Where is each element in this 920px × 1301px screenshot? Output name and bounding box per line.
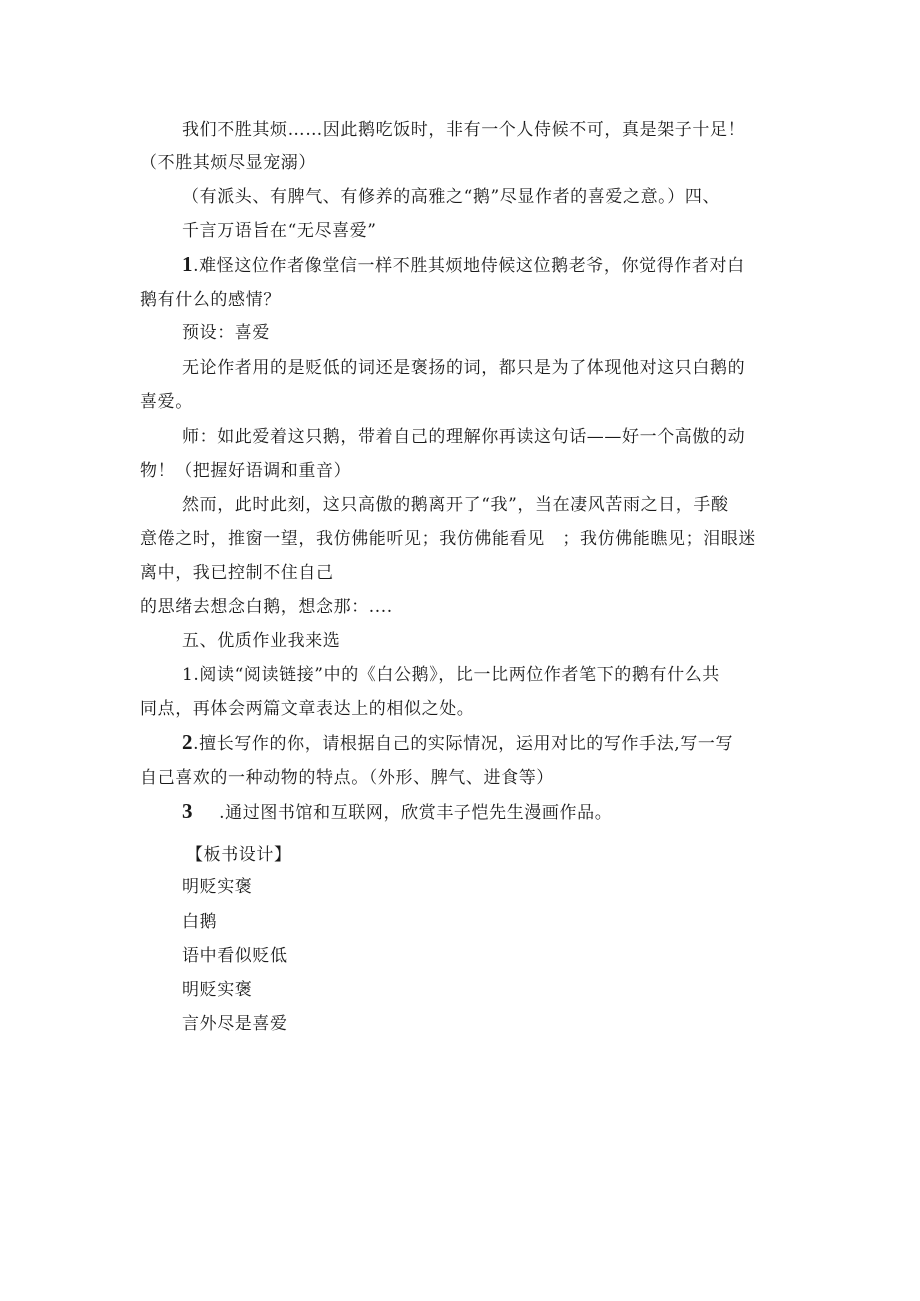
paragraph-line: （有派头、有脾气、有修养的高雅之“鹅”尽显作者的喜爱之意。）四、 [182, 187, 721, 207]
board-item: 语中看似贬低 [182, 946, 288, 966]
paragraph-line: 师：如此爱着这只鹅，带着自己的理解你再读这句话——好一个高傲的动 [182, 427, 746, 447]
paragraph-line: 物！（把握好语调和重音） [140, 461, 352, 481]
board-item: 明贬实褒 [182, 980, 253, 1000]
paragraph-line: 的思绪去想念白鹅，想念那：.... [140, 597, 393, 617]
question-number: 1 [182, 252, 194, 276]
question-1 [182, 253, 745, 277]
section-heading: 五、优质作业我来选 [182, 631, 341, 651]
section-heading: 千言万语旨在“无尽喜爱” [182, 221, 377, 241]
paragraph-line: 喜爱。 [140, 392, 193, 412]
board-item: 明贬实褒 [182, 877, 253, 897]
homework-1: 1.阅读“阅读链接”中的《白公鹅》，比一比两位作者笔下的鹅有什么共 [182, 665, 720, 685]
paragraph-line: 然而，此时此刻，这只高傲的鹅离开了“我”，当在凄风苦雨之日，手酸 [182, 495, 729, 515]
paragraph-line: 离中，我已控制不住自己 [140, 563, 334, 583]
paragraph-line: 意倦之时，推窗一望，我仿佛能听见；我仿佛能看见 ；我仿佛能瞧见；泪眼迷 [140, 529, 756, 549]
board-item: 白鹅 [182, 912, 218, 932]
question-text: .难怪这位作者像堂信一样不胜其烦地侍候这位鹅老爷，你觉得作者对白 [193, 256, 745, 276]
paragraph-line: 无论作者用的是贬低的词还是褒扬的词，都只是为了体现他对这只白鹅的 [182, 358, 746, 378]
board-design-title: 【板书设计】 [186, 845, 292, 865]
homework-2 [182, 731, 733, 755]
paragraph-line: 同点，再体会两篇文章表达上的相似之处。 [140, 699, 475, 719]
homework-number: 3 [182, 799, 194, 823]
paragraph-line: 鹅有什么的感情？ [140, 290, 281, 310]
homework-3 [182, 800, 612, 824]
homework-text: .通过图书馆和互联网，欣赏丰子恺先生漫画作品。 [219, 803, 613, 823]
homework-number: 2 [182, 730, 194, 754]
homework-text: .擅长写作的你，请根据自己的实际情况，运用对比的写作手法,写一写 [193, 734, 734, 754]
preset-answer: 预设：喜爱 [182, 323, 270, 343]
paragraph-line: （不胜其烦尽显宠溺） [140, 153, 316, 173]
board-item: 言外尽是喜爱 [182, 1014, 288, 1034]
paragraph-line: 自己喜欢的一种动物的特点。（外形、脾气、进食等） [140, 768, 554, 788]
paragraph-line: 我们不胜其烦……因此鹅吃饭时，非有一个人侍候不可，真是架子十足！ [182, 120, 746, 140]
